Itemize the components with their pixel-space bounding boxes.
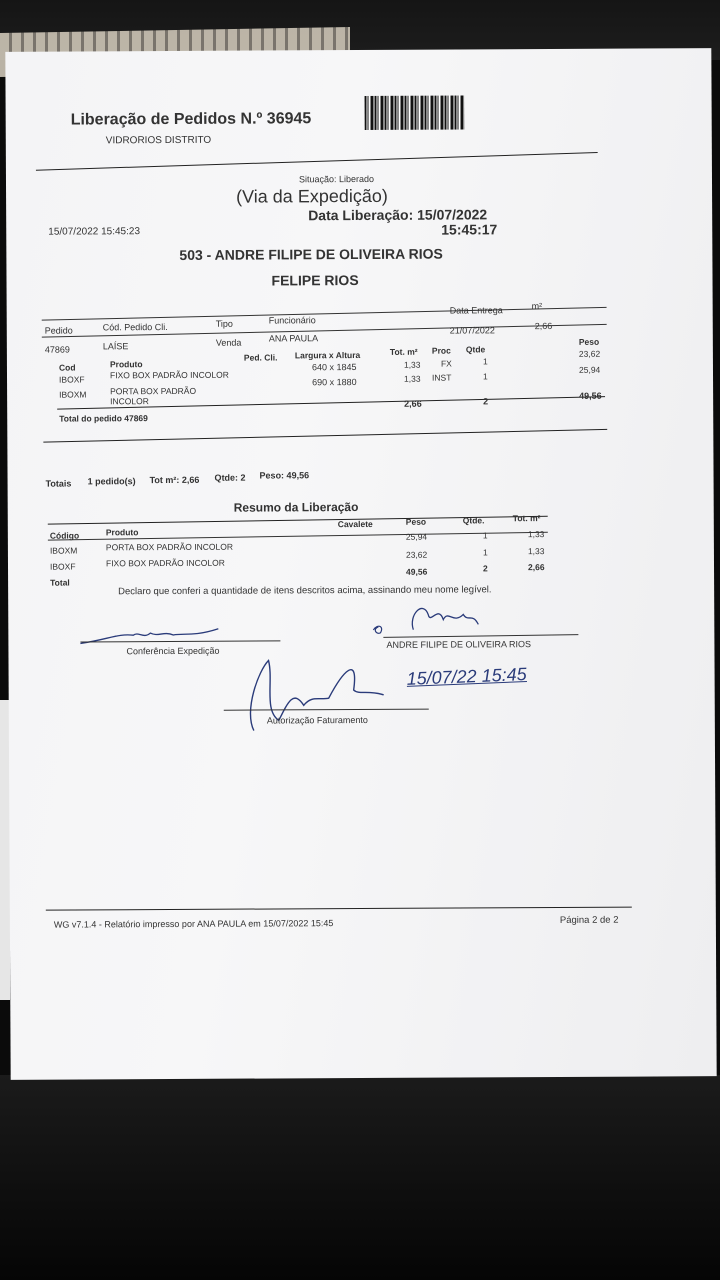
order-total-peso: 49,56 <box>579 390 602 401</box>
resumo-header-qtde: Qtde. <box>462 515 485 526</box>
resumo-total-peso: 49,56 <box>406 566 428 577</box>
data-liberacao: Data Liberação: 15/07/2022 <box>308 206 488 224</box>
signature-cliente <box>368 594 488 640</box>
order-total-qtde: 2 <box>483 396 489 407</box>
totals-qtde: Qtde: 2 <box>214 472 246 483</box>
background-bottom <box>0 1075 720 1280</box>
item-row-1-peso: 23,62 <box>578 348 601 359</box>
item-row-2-produto-cont: INCOLOR <box>110 396 149 407</box>
order-m2: 2,66 <box>534 320 553 332</box>
resumo-header-produto: Produto <box>105 527 139 538</box>
item-row-1-dims: 640 x 1845 <box>311 362 357 373</box>
resumo-row-2-codigo: IBOXF <box>49 561 76 572</box>
item-row-2-produto: PORTA BOX PADRÃO <box>110 385 197 397</box>
item-header-proc: Proc <box>431 345 451 356</box>
item-row-2-cod: IBOXM <box>59 389 87 400</box>
resumo-row-1-produto: PORTA BOX PADRÃO INCOLOR <box>105 541 233 553</box>
item-row-2-dims: 690 x 1880 <box>312 377 357 388</box>
resumo-total-m2: 2,66 <box>527 562 545 573</box>
client-name-line1: 503 - ANDRE FILIPE DE OLIVEIRA RIOS <box>179 245 443 263</box>
via-expedicao: (Via da Expedição) <box>236 185 388 207</box>
item-row-1-cod: IBOXF <box>59 374 85 385</box>
order-pedido: 47869 <box>44 344 70 355</box>
totals-tot-m2: Tot m²: 2,66 <box>149 474 200 486</box>
header-divider <box>36 152 598 171</box>
resumo-total-label: Total <box>50 577 70 588</box>
order-total-label: Total do pedido 47869 <box>59 413 148 424</box>
conferencia-label: Conferência Expedição <box>126 645 220 657</box>
handwritten-date: 15/07/22 15:45 <box>406 664 528 689</box>
signature-autorizacao <box>233 650 393 741</box>
item-header-produto: Produto <box>109 359 143 370</box>
order-top-line <box>42 307 607 321</box>
header-pedido: Pedido <box>44 325 73 336</box>
company-name: VIDRORIOS DISTRITO <box>105 134 212 147</box>
resumo-header-codigo: Código <box>49 530 80 541</box>
item-row-2-peso: 25,94 <box>578 364 601 375</box>
resumo-row-2-tot-m2: 1,33 <box>527 546 545 557</box>
client-name-line2: FELIPE RIOS <box>271 272 359 289</box>
resumo-header-cavalete: Cavalete <box>337 518 373 530</box>
item-row-1-tot-m2: 1,33 <box>403 359 421 370</box>
resumo-row-1-tot-m2: 1,33 <box>527 529 545 540</box>
totals-pedidos: 1 pedido(s) <box>87 476 136 487</box>
order-bottom-line <box>43 429 607 443</box>
resumo-row-1-codigo: IBOXM <box>49 545 78 556</box>
item-row-2-qtde: 1 <box>482 371 488 382</box>
order-data-entrega: 21/07/2022 <box>449 325 495 336</box>
resumo-row-1-peso: 25,94 <box>405 531 428 542</box>
item-row-1-produto: FIXO BOX PADRÃO INCOLOR <box>109 369 229 381</box>
totals-label: Totais <box>45 478 72 489</box>
item-header-ped-cli: Ped. Cli. <box>243 352 278 363</box>
resumo-header-tot-m2: Tot. m² <box>512 513 541 524</box>
item-header-peso: Peso <box>578 336 600 347</box>
barcode-image <box>365 95 465 130</box>
printed-timestamp: 15/07/2022 15:45:23 <box>48 226 141 238</box>
item-header-qtde: Qtde <box>465 344 486 355</box>
order-tipo: Venda <box>215 337 242 348</box>
header-cod-pedido-cli: Cód. Pedido Cli. <box>102 322 168 333</box>
resumo-title: Resumo da Liberação <box>233 500 359 515</box>
declaration-text: Declaro que conferi a quantidade de itens descritos acima, assinando meu nome legível. <box>118 584 492 598</box>
order-funcionario: ANA PAULA <box>268 333 319 344</box>
totals-peso: Peso: 49,56 <box>259 470 310 481</box>
header-tipo: Tipo <box>215 318 233 329</box>
footer-line <box>46 907 632 911</box>
resumo-row-2-peso: 23,62 <box>405 549 428 560</box>
item-row-1-proc: FX <box>440 358 452 369</box>
item-row-2-tot-m2: 1,33 <box>404 373 421 384</box>
header-data-entrega: Data Entrega <box>449 305 503 316</box>
resumo-total-qtde: 2 <box>482 563 488 574</box>
document-paper <box>5 48 716 1080</box>
item-row-1-qtde: 1 <box>482 356 488 367</box>
resumo-header-peso: Peso <box>405 516 427 527</box>
footer-page-number: Página 2 de 2 <box>559 914 619 926</box>
cliente-name-label: ANDRE FILIPE DE OLIVEIRA RIOS <box>386 639 531 650</box>
order-cod-pedido-cli: LAÍSE <box>102 341 129 352</box>
item-row-2-proc: INST <box>431 372 452 383</box>
resumo-row-1-qtde: 1 <box>482 530 488 541</box>
item-header-tot-m2: Tot. m² <box>389 346 418 357</box>
header-m2: m² <box>531 301 543 312</box>
hora-liberacao: 15:45:17 <box>441 221 498 238</box>
header-funcionario: Funcionário <box>268 315 316 326</box>
item-header-largura-altura: Largura x Altura <box>294 350 361 361</box>
resumo-row-2-produto: FIXO BOX PADRÃO INCOLOR <box>105 557 225 569</box>
item-header-cod: Cod <box>58 362 76 373</box>
footer-print-info: WG v7.1.4 - Relatório impresso por ANA PAULA em 15/07/2022 15:45 <box>53 918 334 930</box>
autorizacao-label: Autorização Faturamento <box>266 714 368 726</box>
resumo-row-2-qtde: 1 <box>482 547 488 558</box>
situacao-text: Situação: Liberado <box>298 173 375 185</box>
document-title: Liberação de Pedidos N.º 36945 <box>70 110 312 129</box>
order-total-m2: 2,66 <box>404 398 422 409</box>
